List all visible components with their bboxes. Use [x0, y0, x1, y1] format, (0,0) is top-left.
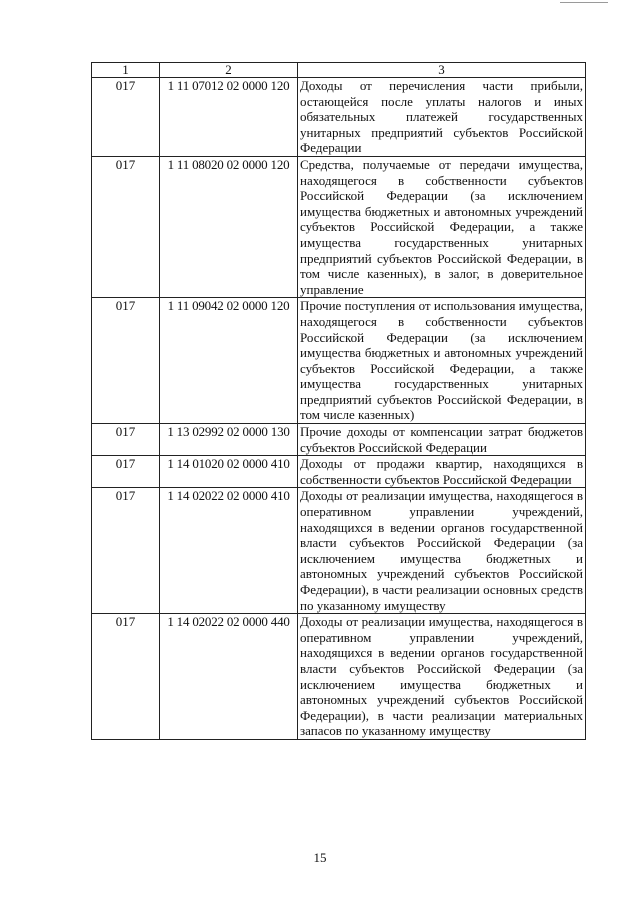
table-header [92, 63, 586, 78]
kbk-cell: 1 14 02022 02 0000 440 [160, 614, 298, 740]
admin-code-cell: 017 [92, 488, 160, 614]
description-cell: Средства, получаемые от передачи имущества, находящегося в собственности субъектов Российской Федерации (за исключением имущества бюджетных и автономных учреждений субъектов Российской Федерации, а также имущества государственных унитарных предприятий субъектов Российской Федерации, в том числе казенных), в залог, в доверительное управление [298, 156, 586, 297]
kbk-cell: 1 14 02022 02 0000 410 [160, 488, 298, 614]
admin-code-cell: 017 [92, 456, 160, 488]
table-row [92, 78, 586, 157]
description-cell: Доходы от перечисления части прибыли, остающейся после уплаты налогов и иных обязательных платежей государственных унитарных предприятий субъектов Российской Федерации [298, 78, 586, 157]
table-row [92, 614, 586, 740]
admin-code-cell: 017 [92, 614, 160, 740]
header-col-2: 2 [160, 63, 298, 78]
admin-code-cell: 017 [92, 424, 160, 456]
kbk-cell: 1 11 09042 02 0000 120 [160, 298, 298, 424]
header-col-1: 1 [92, 63, 160, 78]
revenue-codes-table [91, 62, 586, 740]
kbk-cell: 1 14 01020 02 0000 410 [160, 456, 298, 488]
description-cell: Прочие доходы от компенсации затрат бюджетов субъектов Российской Федерации [298, 424, 586, 456]
description-cell: Доходы от продажи квартир, находящихся в собственности субъектов Российской Федерации [298, 456, 586, 488]
page-number: 15 [313, 850, 327, 865]
admin-code-cell: 017 [92, 156, 160, 297]
kbk-cell: 1 11 07012 02 0000 120 [160, 78, 298, 157]
description-cell: Доходы от реализации имущества, находящегося в оперативном управлении учреждений, находящихся в ведении органов государственной власти субъектов Российской Федерации (за исключением имущества бюджетных и автономных учреждений субъектов Российской Федерации), в части реализации основных средств по указанному имуществу [298, 488, 586, 614]
table-body [92, 78, 586, 740]
table-row [92, 456, 586, 488]
table-row [92, 156, 586, 297]
admin-code-cell: 017 [92, 78, 160, 157]
table-row [92, 424, 586, 456]
header-col-3: 3 [298, 63, 586, 78]
header-row [92, 63, 586, 78]
description-cell: Прочие поступления от использования имущества, находящегося в собственности субъектов Российской Федерации (за исключением имущества бюджетных и автономных учреждений субъектов Российской Федерации, а также имущества государственных унитарных предприятий субъектов Российской Федерации, в том числе казенных) [298, 298, 586, 424]
table-row [92, 488, 586, 614]
top-edge-rule [560, 2, 608, 3]
kbk-cell: 1 13 02992 02 0000 130 [160, 424, 298, 456]
admin-code-cell: 017 [92, 298, 160, 424]
description-cell: Доходы от реализации имущества, находящегося в оперативном управлении учреждений, находящихся в ведении органов государственной власти субъектов Российской Федерации (за исключением имущества бюджетных и автономных учреждений субъектов Российской Федерации), в части реализации материальных запасов по указанному имуществу [298, 614, 586, 740]
kbk-cell: 1 11 08020 02 0000 120 [160, 156, 298, 297]
table-row [92, 298, 586, 424]
